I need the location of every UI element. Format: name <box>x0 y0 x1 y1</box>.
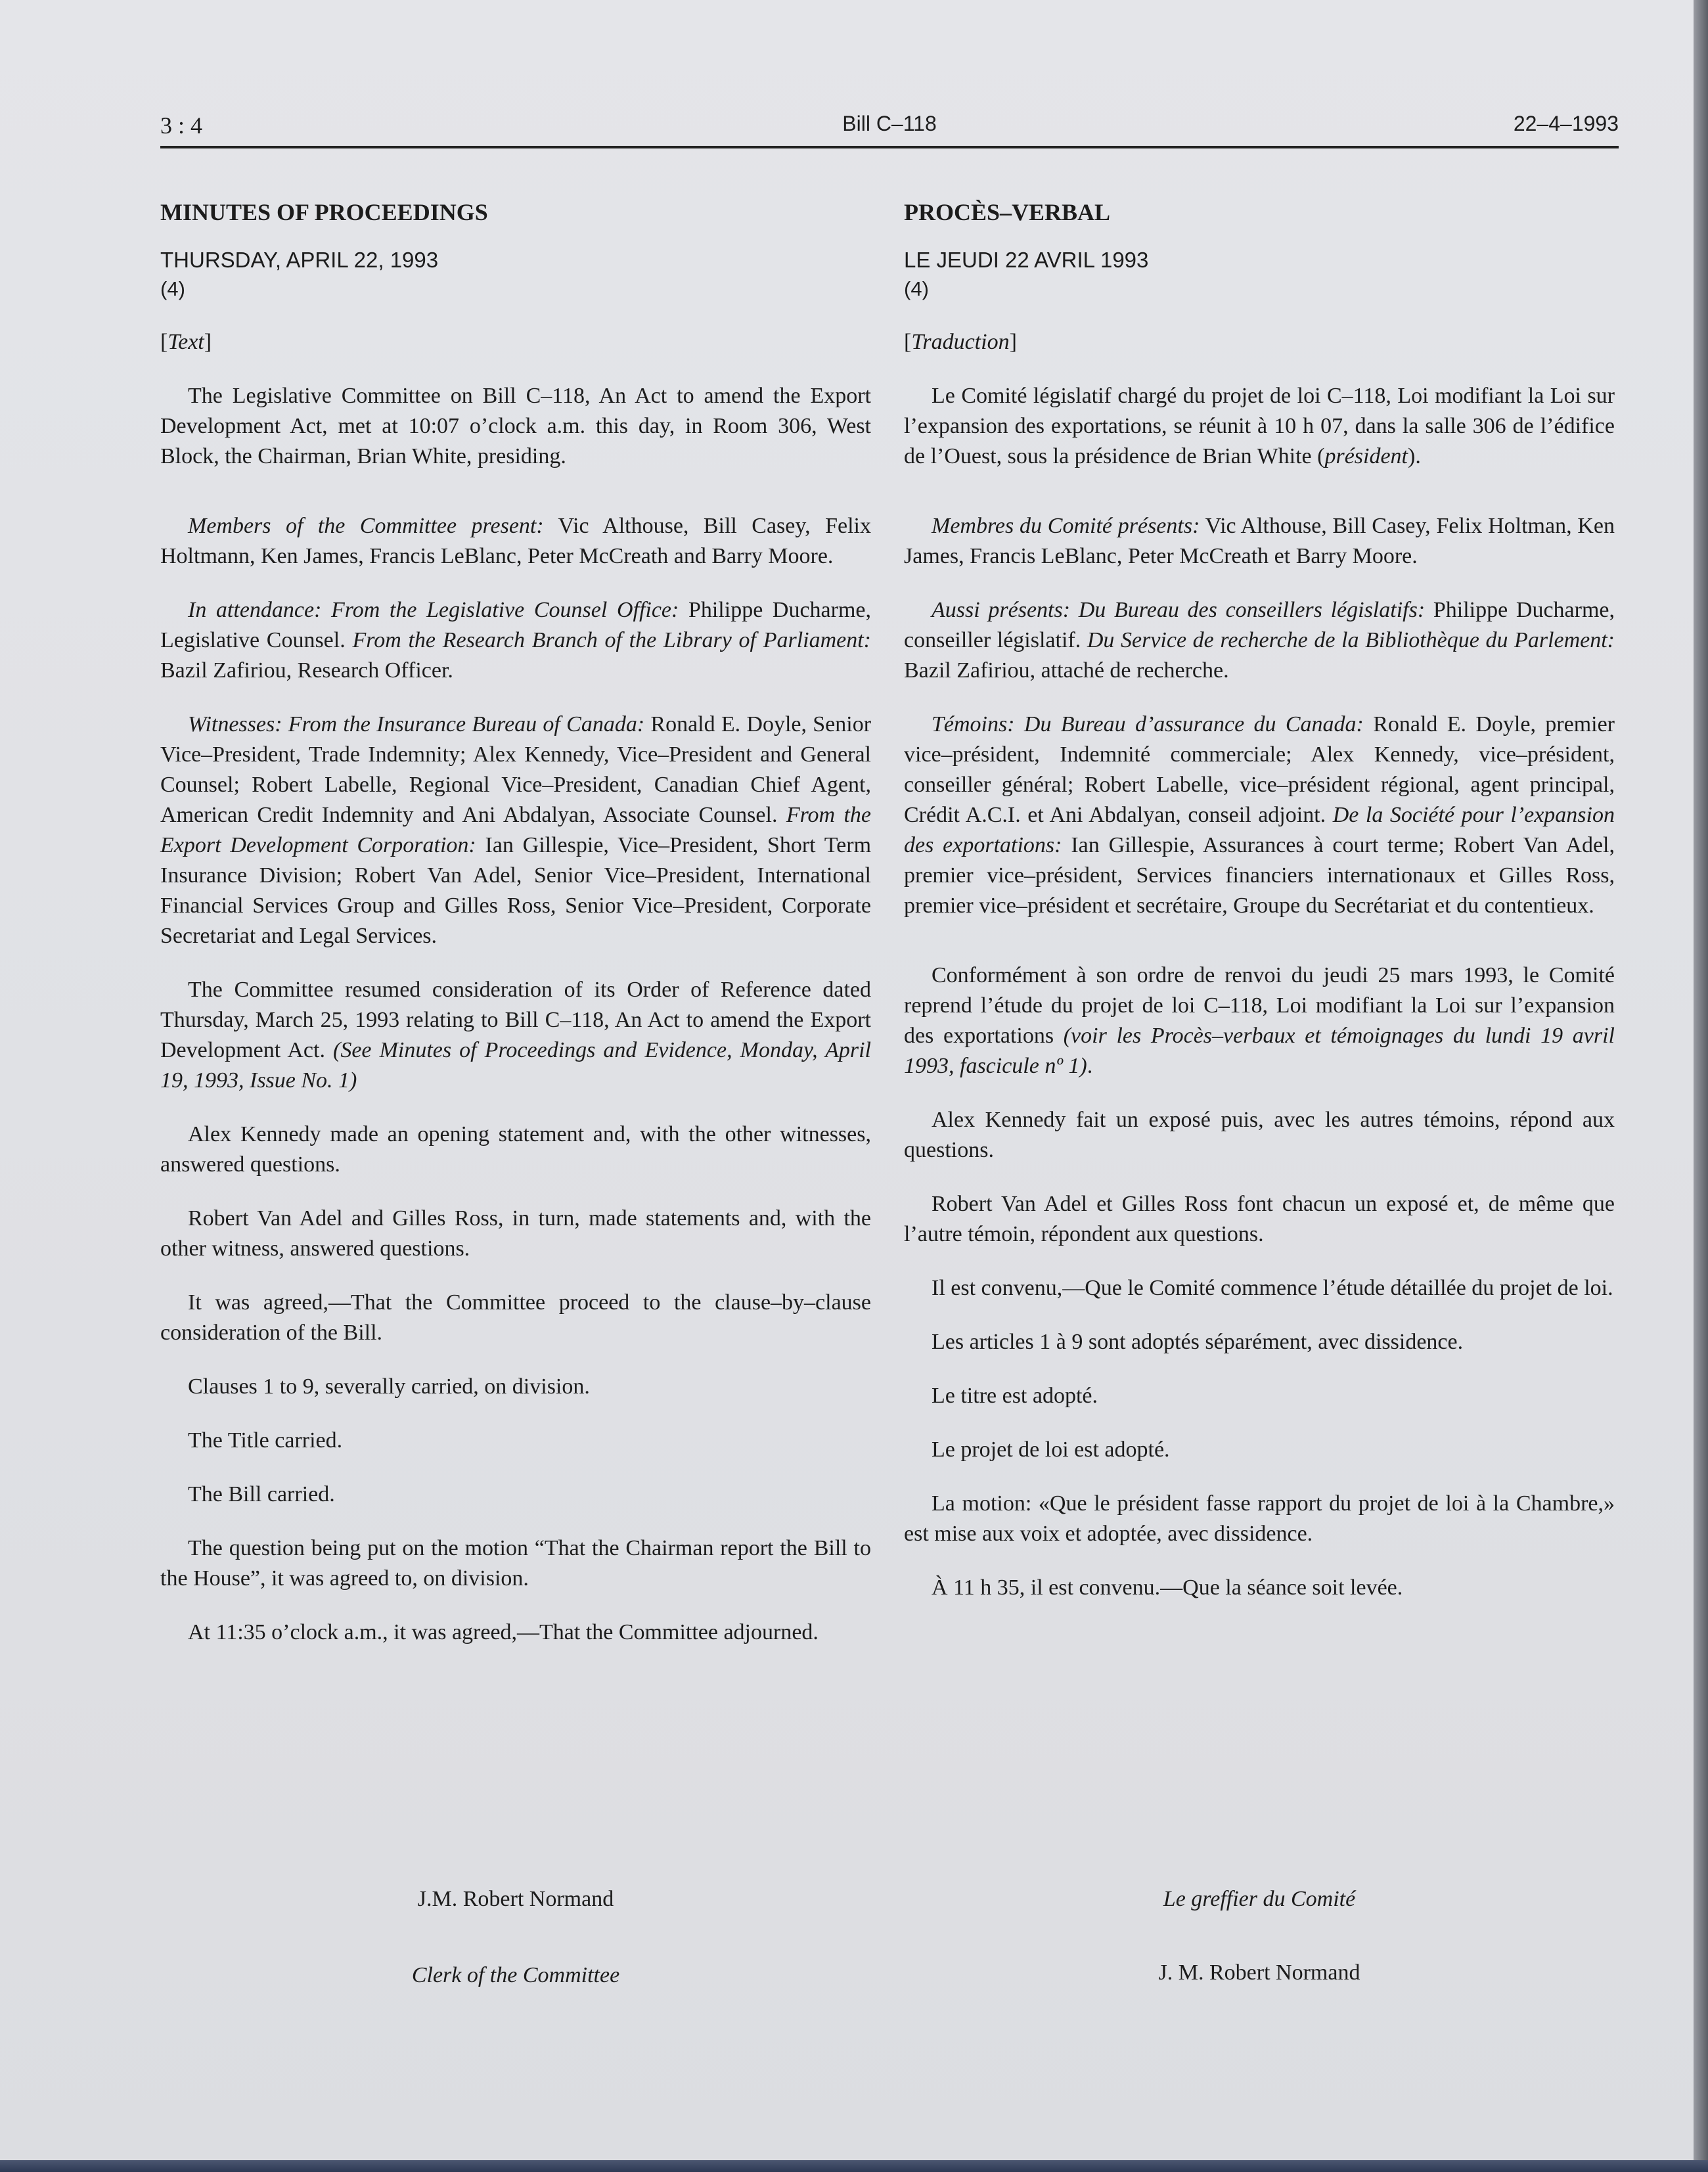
bill-title: Bill C–118 <box>842 112 937 135</box>
page-bottom-edge <box>0 2160 1708 2172</box>
opening-paragraph: The Legislative Committee on Bill C–118, An Act to amend the Export Development Act, met at 10:07 o’clock a.m. this day, in Room 306, West Block, the Chairman, Brian White, presiding. <box>160 384 871 468</box>
attendance-paragraph-fr: Aussi présents: Du Bureau des conseillers législatifs: Philippe Ducharme, conseiller législatif. Du Service de recherche de la Bibliothèque du Parlement: Bazil Zafiriou, attaché de recherche. <box>904 598 1615 683</box>
meeting-date: THURSDAY, APRIL 22, 1993 <box>160 248 439 272</box>
bill-carried-fr: Le projet de loi est adopté. <box>932 1437 1170 1462</box>
text-tag-fr: [Traduction] <box>904 330 1017 354</box>
section-title-fr: PROCÈS–VERBAL <box>904 199 1111 225</box>
page-edge-shadow <box>1694 0 1708 2172</box>
title-carried-fr: Le titre est adopté. <box>932 1384 1098 1408</box>
vanadel-paragraph-fr: Robert Van Adel et Gilles Ross font chacun un exposé et, de même que l’autre témoin, répondent aux questions. <box>904 1192 1615 1246</box>
section-title: MINUTES OF PROCEEDINGS <box>160 199 488 225</box>
opening-paragraph-fr: Le Comité législatif chargé du projet de loi C–118, Loi modifiant la Loi sur l’expansion des exportations, se réunit à 10 h 07, dans la salle 306 de l’édifice de l’Ouest, sous la présidence de Brian White (président). <box>904 384 1615 468</box>
kennedy-paragraph-fr: Alex Kennedy fait un exposé puis, avec les autres témoins, répond aux questions. <box>904 1108 1615 1162</box>
clauses-carried: Clauses 1 to 9, severally carried, on division. <box>188 1374 590 1399</box>
meeting-date-fr: LE JEUDI 22 AVRIL 1993 <box>904 248 1149 272</box>
english-column <box>160 197 871 1671</box>
running-header <box>160 112 1619 148</box>
members-paragraph-fr: Membres du Comité présents: Vic Althouse, Bill Casey, Felix Holtman, Ken James, Francis LeBlanc, Peter McCreath et Barry Moore. <box>904 514 1615 568</box>
resumed-paragraph-fr: Conformément à son ordre de renvoi du jeudi 25 mars 1993, le Comité reprend l’étude du projet de loi C–118, Loi modifiant la Loi sur l’expansion des exportations (voir les Procès–verbaux et témoignages du lundi 19 avril 1993, fascicule nº 1). <box>904 963 1615 1078</box>
header-date: 22–4–1993 <box>1513 112 1619 135</box>
clerk-name-fr: J. M. Robert Normand <box>1158 1960 1360 1985</box>
witnesses-paragraph-fr: Témoins: Du Bureau d’assurance du Canada: Ronald E. Doyle, premier vice–président, Indemnité commerciale; Alex Kennedy, vice–président, conseiller général; Robert Labelle, vice–président régional, agent principal, Crédit A.C.I. et Ani Abdalyan, conseil adjoint. De la Société pour l’expansion des exportations: Ian Gillespie, Assurances à court terme; Robert Van Adel, premier vice–président, Services financiers internationaux et Gilles Ross, premier vice–président et secrétaire, Groupe du Secrétariat et du contentieux. <box>904 712 1615 918</box>
motion-paragraph-fr: La motion: «Que le président fasse rapport du projet de loi à la Chambre,» est mise aux voix et adoptée, avec dissidence. <box>904 1491 1615 1546</box>
bill-carried: The Bill carried. <box>188 1482 335 1506</box>
vanadel-paragraph: Robert Van Adel and Gilles Ross, in turn, made statements and, with the other witness, answered questions. <box>160 1206 871 1261</box>
page-number: 3 : 4 <box>160 112 203 139</box>
clerk-title: Clerk of the Committee <box>411 1963 620 1987</box>
resumed-paragraph: The Committee resumed consideration of its Order of Reference dated Thursday, March 25, 1993 relating to Bill C–118, An Act to amend the Export Development Act. (See Minutes of Proceedings and Evidence, Monday, April 19, 1993, Issue No. 1) <box>160 978 871 1093</box>
adjourned-paragraph: At 11:35 o’clock a.m., it was agreed,—That the Committee adjourned. <box>188 1620 819 1644</box>
clauses-carried-fr: Les articles 1 à 9 sont adoptés séparément, avec dissidence. <box>932 1330 1464 1354</box>
clerk-name: J.M. Robert Normand <box>417 1887 614 1911</box>
meeting-number-fr: (4) <box>904 277 929 300</box>
kennedy-paragraph: Alex Kennedy made an opening statement and, with the other witnesses, answered questions. <box>160 1122 871 1177</box>
adjourned-paragraph-fr: À 11 h 35, il est convenu.—Que la séance soit levée. <box>932 1575 1403 1600</box>
witnesses-paragraph: Witnesses: From the Insurance Bureau of Canada: Ronald E. Doyle, Senior Vice–President, Trade Indemnity; Alex Kennedy, Vice–President and General Counsel; Robert Labelle, Regional Vice–President, Canadian Chief Agent, American Credit Indemnity and Ani Abdalyan, Associate Counsel. From the Export Development Corporation: Ian Gillespie, Vice–President, Short Term Insurance Division; Robert Van Adel, Senior Vice–President, International Financial Services Group and Gilles Ross, Senior Vice–President, Corporate Secretariat and Legal Services. <box>160 712 872 948</box>
members-paragraph: Members of the Committee present: Vic Althouse, Bill Casey, Felix Holtmann, Ken James, Francis LeBlanc, Peter McCreath and Barry Moore. <box>160 514 872 568</box>
motion-paragraph: The question being put on the motion “That the Chairman report the Bill to the House”, it was agreed to, on division. <box>160 1536 871 1591</box>
clerk-title-fr: Le greffier du Comité <box>1163 1887 1356 1911</box>
attendance-paragraph: In attendance: From the Legislative Counsel Office: Philippe Ducharme, Legislative Counsel. From the Research Branch of the Library of Parliament: Bazil Zafiriou, Research Officer. <box>160 598 871 683</box>
text-tag: [Text] <box>160 330 212 354</box>
clause-agreement-paragraph: It was agreed,—That the Committee proceed to the clause–by–clause consideration of the Bill. <box>160 1290 871 1345</box>
clause-agreement-paragraph-fr: Il est convenu,—Que le Comité commence l’étude détaillée du projet de loi. <box>932 1276 1613 1300</box>
french-column <box>904 197 1615 1627</box>
title-carried: The Title carried. <box>188 1428 343 1453</box>
meeting-number: (4) <box>160 277 185 300</box>
